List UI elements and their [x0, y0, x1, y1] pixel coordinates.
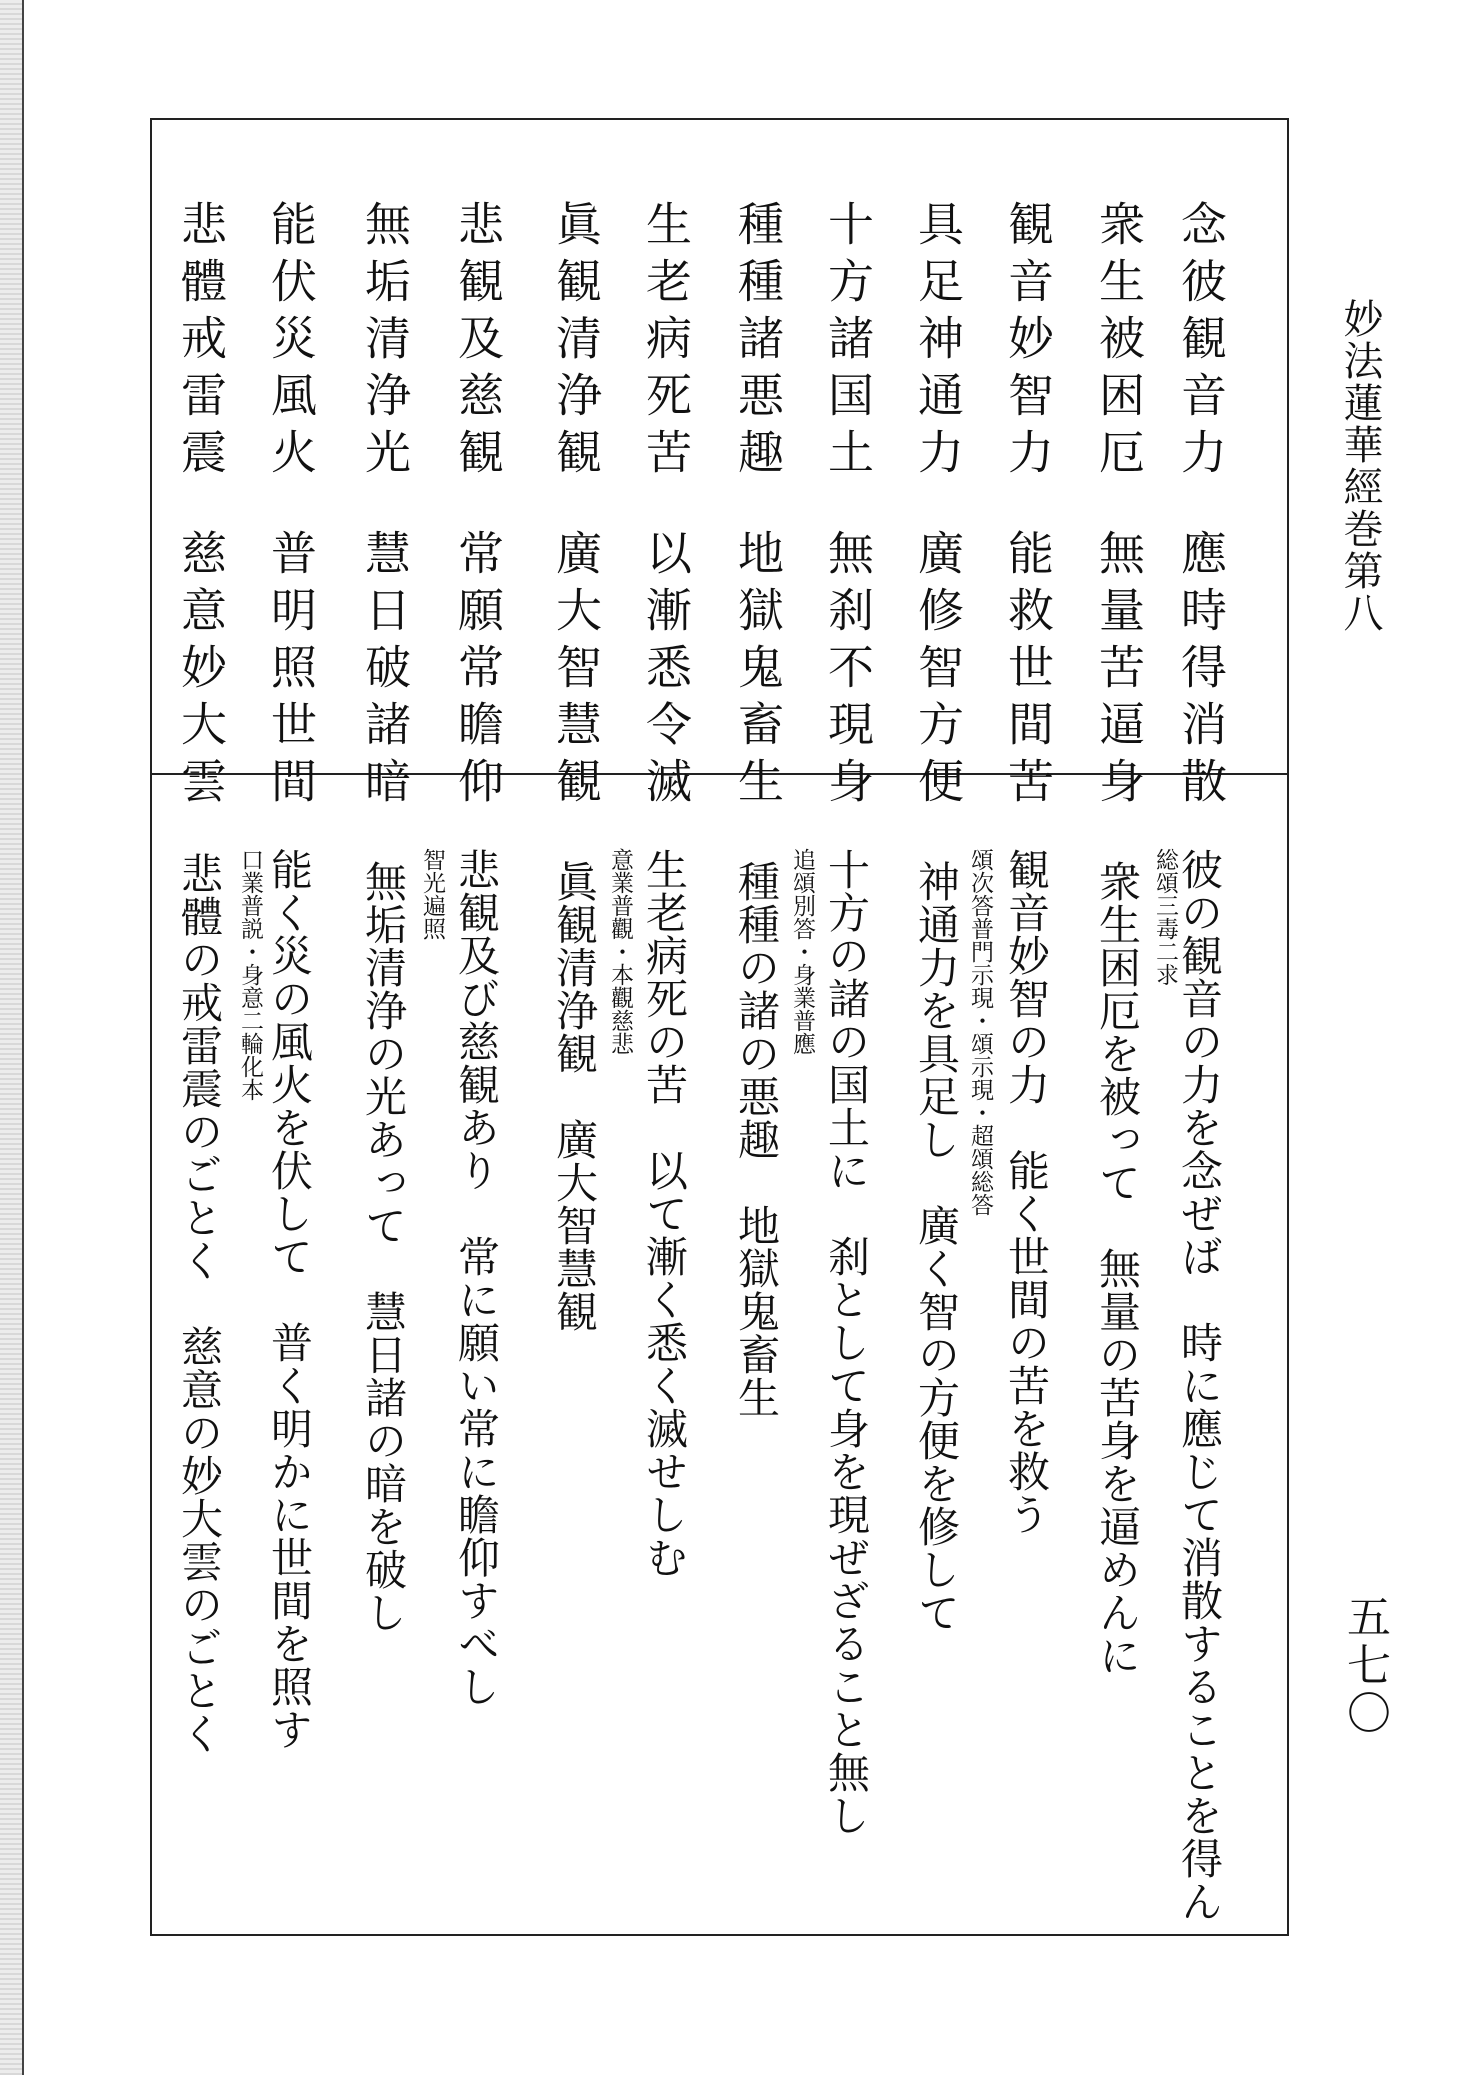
verse-lower: 慈意妙大雲	[174, 529, 228, 814]
verse-lower: 無刹不現身	[821, 529, 875, 814]
verse-upper: 具足神通力	[911, 200, 965, 485]
verse-column	[1001, 200, 1055, 814]
section-note: 追頌別答・身業普應	[789, 848, 815, 1055]
translation-line: 彼の観音の力を念ぜば 時に應じて消散することを得ん	[1175, 848, 1224, 1923]
translation-line: 無垢清浄の光あって 慧日諸の暗を破し	[359, 860, 408, 1634]
verse-upper: 生老病死苦	[639, 200, 693, 485]
verse-upper: 無垢清浄光	[358, 200, 412, 485]
running-title: 妙法蓮華經巻第八	[1337, 298, 1383, 634]
section-note: 総頌三毒二求	[1152, 848, 1178, 986]
verse-upper: 観音妙智力	[1001, 200, 1055, 485]
verse-lower: 廣修智方便	[911, 529, 965, 814]
translation-line: 悲體の戒雷震のごとく 慈意の妙大雲のごとく	[175, 852, 224, 1755]
verse-column	[358, 200, 412, 814]
verse-lower: 常願常瞻仰	[451, 529, 505, 814]
verse-upper: 念彼観音力	[1174, 200, 1228, 485]
translation-line: 生老病死の苦 以て漸く悉く滅せしむ	[640, 848, 689, 1579]
translation-line: 神通力を具足し 廣く智の方便を修して	[912, 860, 961, 1634]
translation-line: 十方の諸の国土に 刹として身を現ぜざること無し	[822, 848, 871, 1837]
verse-column	[639, 200, 693, 814]
section-note: 頌次答普門示現・頌示現・超頌総答	[967, 848, 993, 1216]
verse-column	[1092, 200, 1146, 814]
verse-lower: 無量苦逼身	[1092, 529, 1146, 814]
verse-column	[174, 200, 228, 814]
section-note: 意業普觀・本觀慈悲	[607, 848, 633, 1055]
translation-line: 衆生困厄を被って 無量の苦身を逼めんに	[1093, 860, 1142, 1677]
verse-upper: 悲體戒雷震	[174, 200, 228, 485]
verse-lower: 普明照世間	[264, 529, 318, 814]
verse-upper: 悲観及慈観	[451, 200, 505, 485]
translation-line: 能く災の風火を伏して 普く明かに世間を照す	[265, 848, 314, 1751]
verse-lower: 地獄鬼畜生	[731, 529, 785, 814]
verse-column	[911, 200, 965, 814]
verse-lower: 廣大智慧観	[549, 529, 603, 814]
book-spine-edge	[0, 0, 24, 2075]
translation-line: 観音妙智の力 能く世間の苦を救う	[1002, 848, 1051, 1536]
translation-line: 眞観清浄観 廣大智慧観	[550, 860, 599, 1333]
translation-line: 悲観及び慈観あり 常に願い常に瞻仰すべし	[452, 848, 501, 1708]
verse-column	[549, 200, 603, 814]
verse-column	[451, 200, 505, 814]
verse-upper: 種種諸悪趣	[731, 200, 785, 485]
verse-upper: 眞観清浄観	[549, 200, 603, 485]
verse-upper: 能伏災風火	[264, 200, 318, 485]
verse-lower: 能救世間苦	[1001, 529, 1055, 814]
translation-line: 種種の諸の悪趣 地獄鬼畜生	[732, 860, 781, 1419]
verse-lower: 以漸悉令滅	[639, 529, 693, 814]
section-note: 口業普説・身意二輪化本	[237, 848, 263, 1101]
verse-lower: 應時得消散	[1174, 529, 1228, 814]
page-number: 五七〇	[1339, 1594, 1390, 1738]
verse-column	[821, 200, 875, 814]
section-note: 智光遍照	[419, 848, 445, 940]
verse-column	[264, 200, 318, 814]
verse-upper: 衆生被困厄	[1092, 200, 1146, 485]
verse-column	[731, 200, 785, 814]
verse-upper: 十方諸国土	[821, 200, 875, 485]
verse-lower: 慧日破諸暗	[358, 529, 412, 814]
verse-column	[1174, 200, 1228, 814]
